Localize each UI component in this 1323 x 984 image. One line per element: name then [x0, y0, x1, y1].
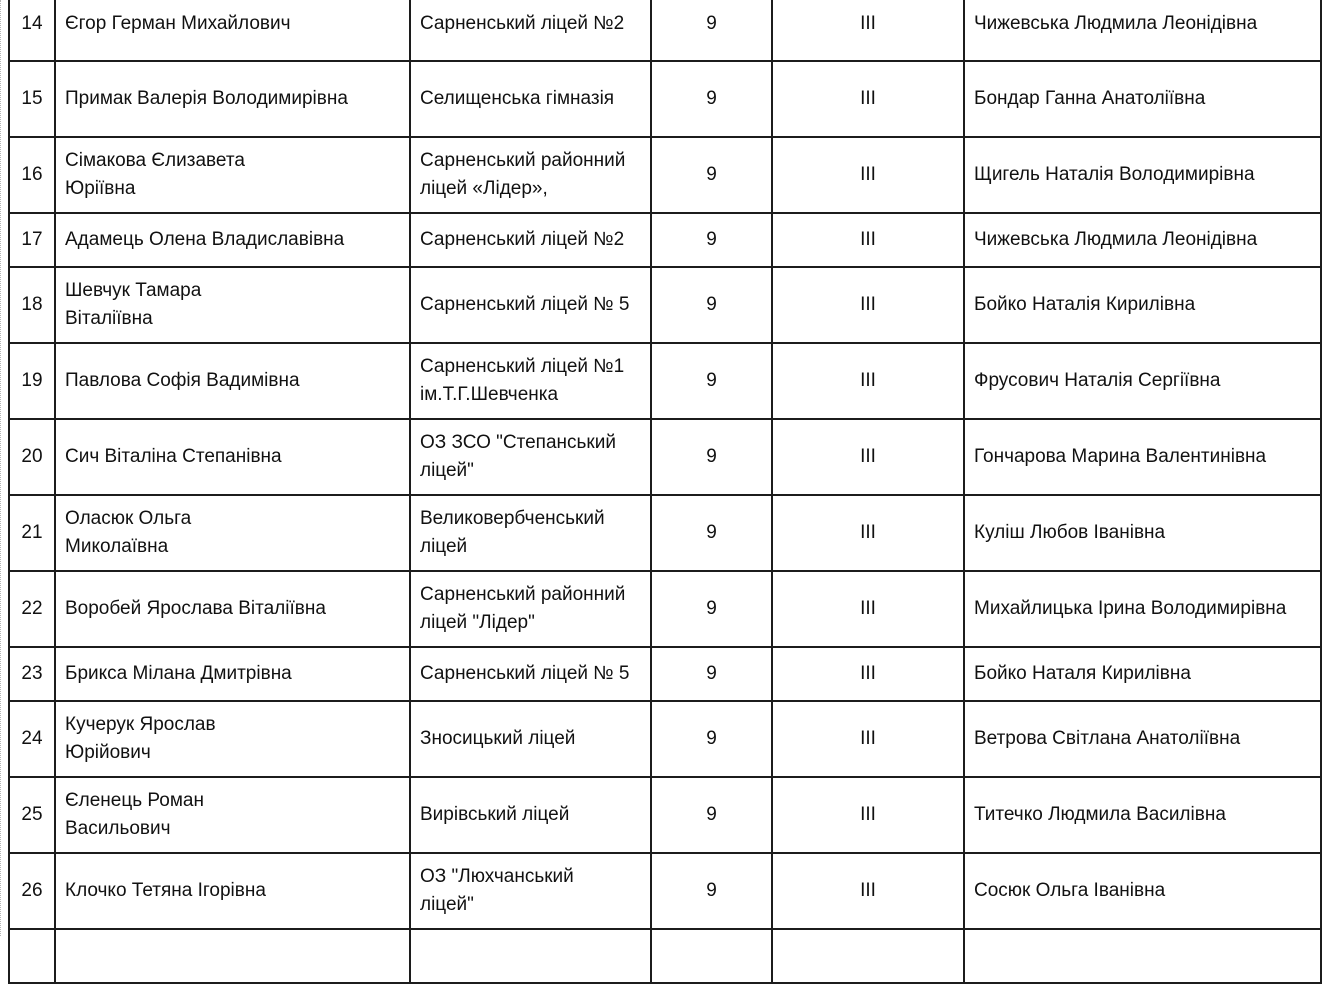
school-cell	[410, 137, 651, 213]
place-cell	[772, 701, 964, 777]
table-row	[9, 213, 1321, 267]
place-cell	[772, 267, 964, 343]
grade-cell	[651, 419, 772, 495]
row-number-cell	[9, 267, 55, 343]
row-number-cell	[9, 929, 55, 983]
student-name-line: Віталіївна	[65, 308, 153, 329]
table-row	[9, 267, 1321, 343]
student-name-line: Примак Валерія Володимирівна	[65, 88, 348, 109]
place-cell	[772, 137, 964, 213]
grade-value: 9	[706, 598, 717, 619]
row-number: 17	[21, 229, 43, 250]
school-cell	[410, 929, 651, 983]
teacher-cell	[964, 571, 1321, 647]
teacher-cell	[964, 137, 1321, 213]
student-name-line: Єгор Герман Михайлович	[65, 13, 291, 34]
school-cell	[410, 213, 651, 267]
place-value: ІІІ	[860, 728, 876, 749]
student-name-line: Миколаївна	[65, 536, 169, 557]
place-value: ІІІ	[860, 522, 876, 543]
grade-value: 9	[706, 804, 717, 825]
school-name-line: Великовербченський	[420, 508, 605, 529]
table-row	[9, 571, 1321, 647]
school-name-line: ліцей	[420, 536, 468, 557]
school-cell	[410, 419, 651, 495]
place-value: ІІІ	[860, 294, 876, 315]
grade-cell	[651, 61, 772, 137]
row-number: 24	[21, 728, 43, 749]
grade-cell	[651, 647, 772, 701]
teacher-name: Щигель Наталія Володимирівна	[974, 164, 1255, 185]
place-value: ІІІ	[860, 598, 876, 619]
row-number: 25	[21, 804, 43, 825]
student-name-line: Павлова Софія Вадимівна	[65, 370, 300, 391]
place-cell	[772, 61, 964, 137]
grade-value: 9	[706, 229, 717, 250]
teacher-name: Бойко Наталія Кирилівна	[974, 294, 1196, 315]
teacher-name: Гончарова Марина Валентинівна	[974, 446, 1267, 467]
student-name-cell	[55, 61, 410, 137]
teacher-cell	[964, 0, 1321, 61]
row-number-cell	[9, 701, 55, 777]
school-name-line: ОЗ ЗСО "Степанський	[420, 432, 616, 453]
school-cell	[410, 853, 651, 929]
results-table-body	[9, 0, 1321, 983]
place-cell	[772, 419, 964, 495]
student-name-line: Сімакова Єлизавета	[65, 150, 245, 171]
table-row	[9, 777, 1321, 853]
student-name-line: Юріївна	[65, 178, 136, 199]
grade-cell	[651, 929, 772, 983]
teacher-cell	[964, 853, 1321, 929]
place-cell	[772, 571, 964, 647]
row-number-cell	[9, 137, 55, 213]
place-cell	[772, 213, 964, 267]
table-row	[9, 701, 1321, 777]
teacher-name: Михайлицька Ірина Володимирівна	[974, 598, 1287, 619]
place-value: ІІІ	[860, 13, 876, 34]
teacher-cell	[964, 343, 1321, 419]
school-cell	[410, 571, 651, 647]
student-name-line: Адамець Олена Владиславівна	[65, 229, 345, 250]
grade-value: 9	[706, 880, 717, 901]
place-value: ІІІ	[860, 229, 876, 250]
table-row	[9, 343, 1321, 419]
student-name-line: Оласюк Ольга	[65, 508, 192, 529]
row-number-cell	[9, 853, 55, 929]
student-name-cell	[55, 495, 410, 571]
student-name-cell	[55, 137, 410, 213]
place-cell	[772, 495, 964, 571]
teacher-cell	[964, 701, 1321, 777]
student-name-line: Брикса Мілана Дмитрівна	[65, 663, 292, 684]
grade-cell	[651, 777, 772, 853]
row-number: 18	[21, 294, 43, 315]
place-cell	[772, 777, 964, 853]
student-name-line: Шевчук Тамара	[65, 280, 202, 301]
school-name-line: ліцей "Лідер"	[420, 612, 535, 633]
grade-cell	[651, 853, 772, 929]
school-cell	[410, 0, 651, 61]
grade-value: 9	[706, 522, 717, 543]
teacher-cell	[964, 929, 1321, 983]
school-cell	[410, 495, 651, 571]
row-number-cell	[9, 647, 55, 701]
school-cell	[410, 701, 651, 777]
student-name-line: Васильович	[65, 818, 171, 839]
teacher-name: Куліш Любов Іванівна	[974, 522, 1166, 543]
row-number-cell	[9, 213, 55, 267]
grade-value: 9	[706, 370, 717, 391]
school-name-line: ОЗ "Люхчанський	[420, 866, 574, 887]
school-cell	[410, 61, 651, 137]
row-number: 21	[21, 522, 43, 543]
page-margin-guide	[0, 0, 3, 936]
teacher-name: Бондар Ганна Анатоліївна	[974, 88, 1206, 109]
row-number-cell	[9, 777, 55, 853]
grade-cell	[651, 343, 772, 419]
student-name-cell	[55, 929, 410, 983]
row-number: 22	[21, 598, 43, 619]
school-cell	[410, 647, 651, 701]
teacher-cell	[964, 213, 1321, 267]
place-value: ІІІ	[860, 446, 876, 467]
student-name-cell	[55, 853, 410, 929]
school-name-line: Сарненський ліцей №2	[420, 229, 625, 250]
teacher-name: Титечко Людмила Василівна	[974, 804, 1226, 825]
grade-value: 9	[706, 13, 717, 34]
grade-cell	[651, 495, 772, 571]
student-name-line: Кучерук Ярослав	[65, 714, 216, 735]
school-name-line: Селищенська гімназія	[420, 88, 615, 109]
teacher-cell	[964, 267, 1321, 343]
place-value: ІІІ	[860, 88, 876, 109]
grade-value: 9	[706, 728, 717, 749]
row-number-cell	[9, 0, 55, 61]
grade-cell	[651, 701, 772, 777]
row-number: 14	[21, 13, 43, 34]
place-value: ІІІ	[860, 370, 876, 391]
table-row	[9, 0, 1321, 61]
results-table	[8, 0, 1322, 984]
table-row	[9, 61, 1321, 137]
row-number-cell	[9, 343, 55, 419]
grade-cell	[651, 0, 772, 61]
row-number: 16	[21, 164, 43, 185]
student-name-cell	[55, 571, 410, 647]
student-name-line: Єленець Роман	[65, 790, 204, 811]
grade-value: 9	[706, 294, 717, 315]
teacher-name: Фрусович Наталія Сергіївна	[974, 370, 1221, 391]
school-cell	[410, 267, 651, 343]
school-name-line: ліцей"	[420, 460, 474, 481]
table-row	[9, 647, 1321, 701]
row-number-cell	[9, 419, 55, 495]
student-name-cell	[55, 647, 410, 701]
teacher-cell	[964, 647, 1321, 701]
student-name-cell	[55, 777, 410, 853]
student-name-cell	[55, 701, 410, 777]
teacher-name: Ветрова Світлана Анатоліївна	[974, 728, 1241, 749]
student-name-line: Воробей Ярослава Віталіївна	[65, 598, 326, 619]
row-number: 20	[21, 446, 43, 467]
table-row	[9, 853, 1321, 929]
place-value: ІІІ	[860, 880, 876, 901]
grade-value: 9	[706, 164, 717, 185]
place-cell	[772, 853, 964, 929]
teacher-name: Чижевська Людмила Леонідівна	[974, 13, 1258, 34]
school-name-line: Зносицький ліцей	[420, 728, 576, 749]
student-name-line: Сич Віталіна Степанівна	[65, 446, 282, 467]
school-name-line: Сарненський районний	[420, 150, 626, 171]
grade-cell	[651, 213, 772, 267]
teacher-cell	[964, 419, 1321, 495]
school-name-line: ліцей"	[420, 894, 474, 915]
school-name-line: Сарненський ліцей №2	[420, 13, 625, 34]
row-number: 19	[21, 370, 43, 391]
teacher-name: Чижевська Людмила Леонідівна	[974, 229, 1258, 250]
grade-cell	[651, 137, 772, 213]
place-value: ІІІ	[860, 804, 876, 825]
school-name-line: Сарненський ліцей №1	[420, 356, 625, 377]
school-name-line: ліцей «Лідер»,	[420, 178, 548, 199]
grade-cell	[651, 267, 772, 343]
student-name-cell	[55, 419, 410, 495]
school-name-line: Вирівський ліцей	[420, 804, 570, 825]
teacher-name: Бойко Наталя Кирилівна	[974, 663, 1191, 684]
student-name-cell	[55, 213, 410, 267]
school-cell	[410, 777, 651, 853]
table-row	[9, 929, 1321, 983]
row-number: 26	[21, 880, 43, 901]
place-cell	[772, 0, 964, 61]
student-name-cell	[55, 0, 410, 61]
place-cell	[772, 929, 964, 983]
table-row	[9, 419, 1321, 495]
grade-value: 9	[706, 663, 717, 684]
school-cell	[410, 343, 651, 419]
teacher-name: Сосюк Ольга Іванівна	[974, 880, 1166, 901]
school-name-line: Сарненський ліцей № 5	[420, 294, 630, 315]
place-cell	[772, 343, 964, 419]
grade-value: 9	[706, 88, 717, 109]
grade-value: 9	[706, 446, 717, 467]
row-number-cell	[9, 495, 55, 571]
row-number-cell	[9, 571, 55, 647]
teacher-cell	[964, 777, 1321, 853]
table-row	[9, 495, 1321, 571]
place-value: ІІІ	[860, 663, 876, 684]
student-name-cell	[55, 267, 410, 343]
row-number: 15	[21, 88, 43, 109]
student-name-line: Клочко Тетяна Ігорівна	[65, 880, 266, 901]
school-name-line: Сарненський ліцей № 5	[420, 663, 630, 684]
student-name-line: Юрійович	[65, 742, 151, 763]
table-row	[9, 137, 1321, 213]
row-number-cell	[9, 61, 55, 137]
place-value: ІІІ	[860, 164, 876, 185]
grade-cell	[651, 571, 772, 647]
school-name-line: Сарненський районний	[420, 584, 626, 605]
row-number: 23	[21, 663, 43, 684]
school-name-line: ім.Т.Г.Шевченка	[420, 384, 559, 405]
teacher-cell	[964, 495, 1321, 571]
place-cell	[772, 647, 964, 701]
teacher-cell	[964, 61, 1321, 137]
student-name-cell	[55, 343, 410, 419]
